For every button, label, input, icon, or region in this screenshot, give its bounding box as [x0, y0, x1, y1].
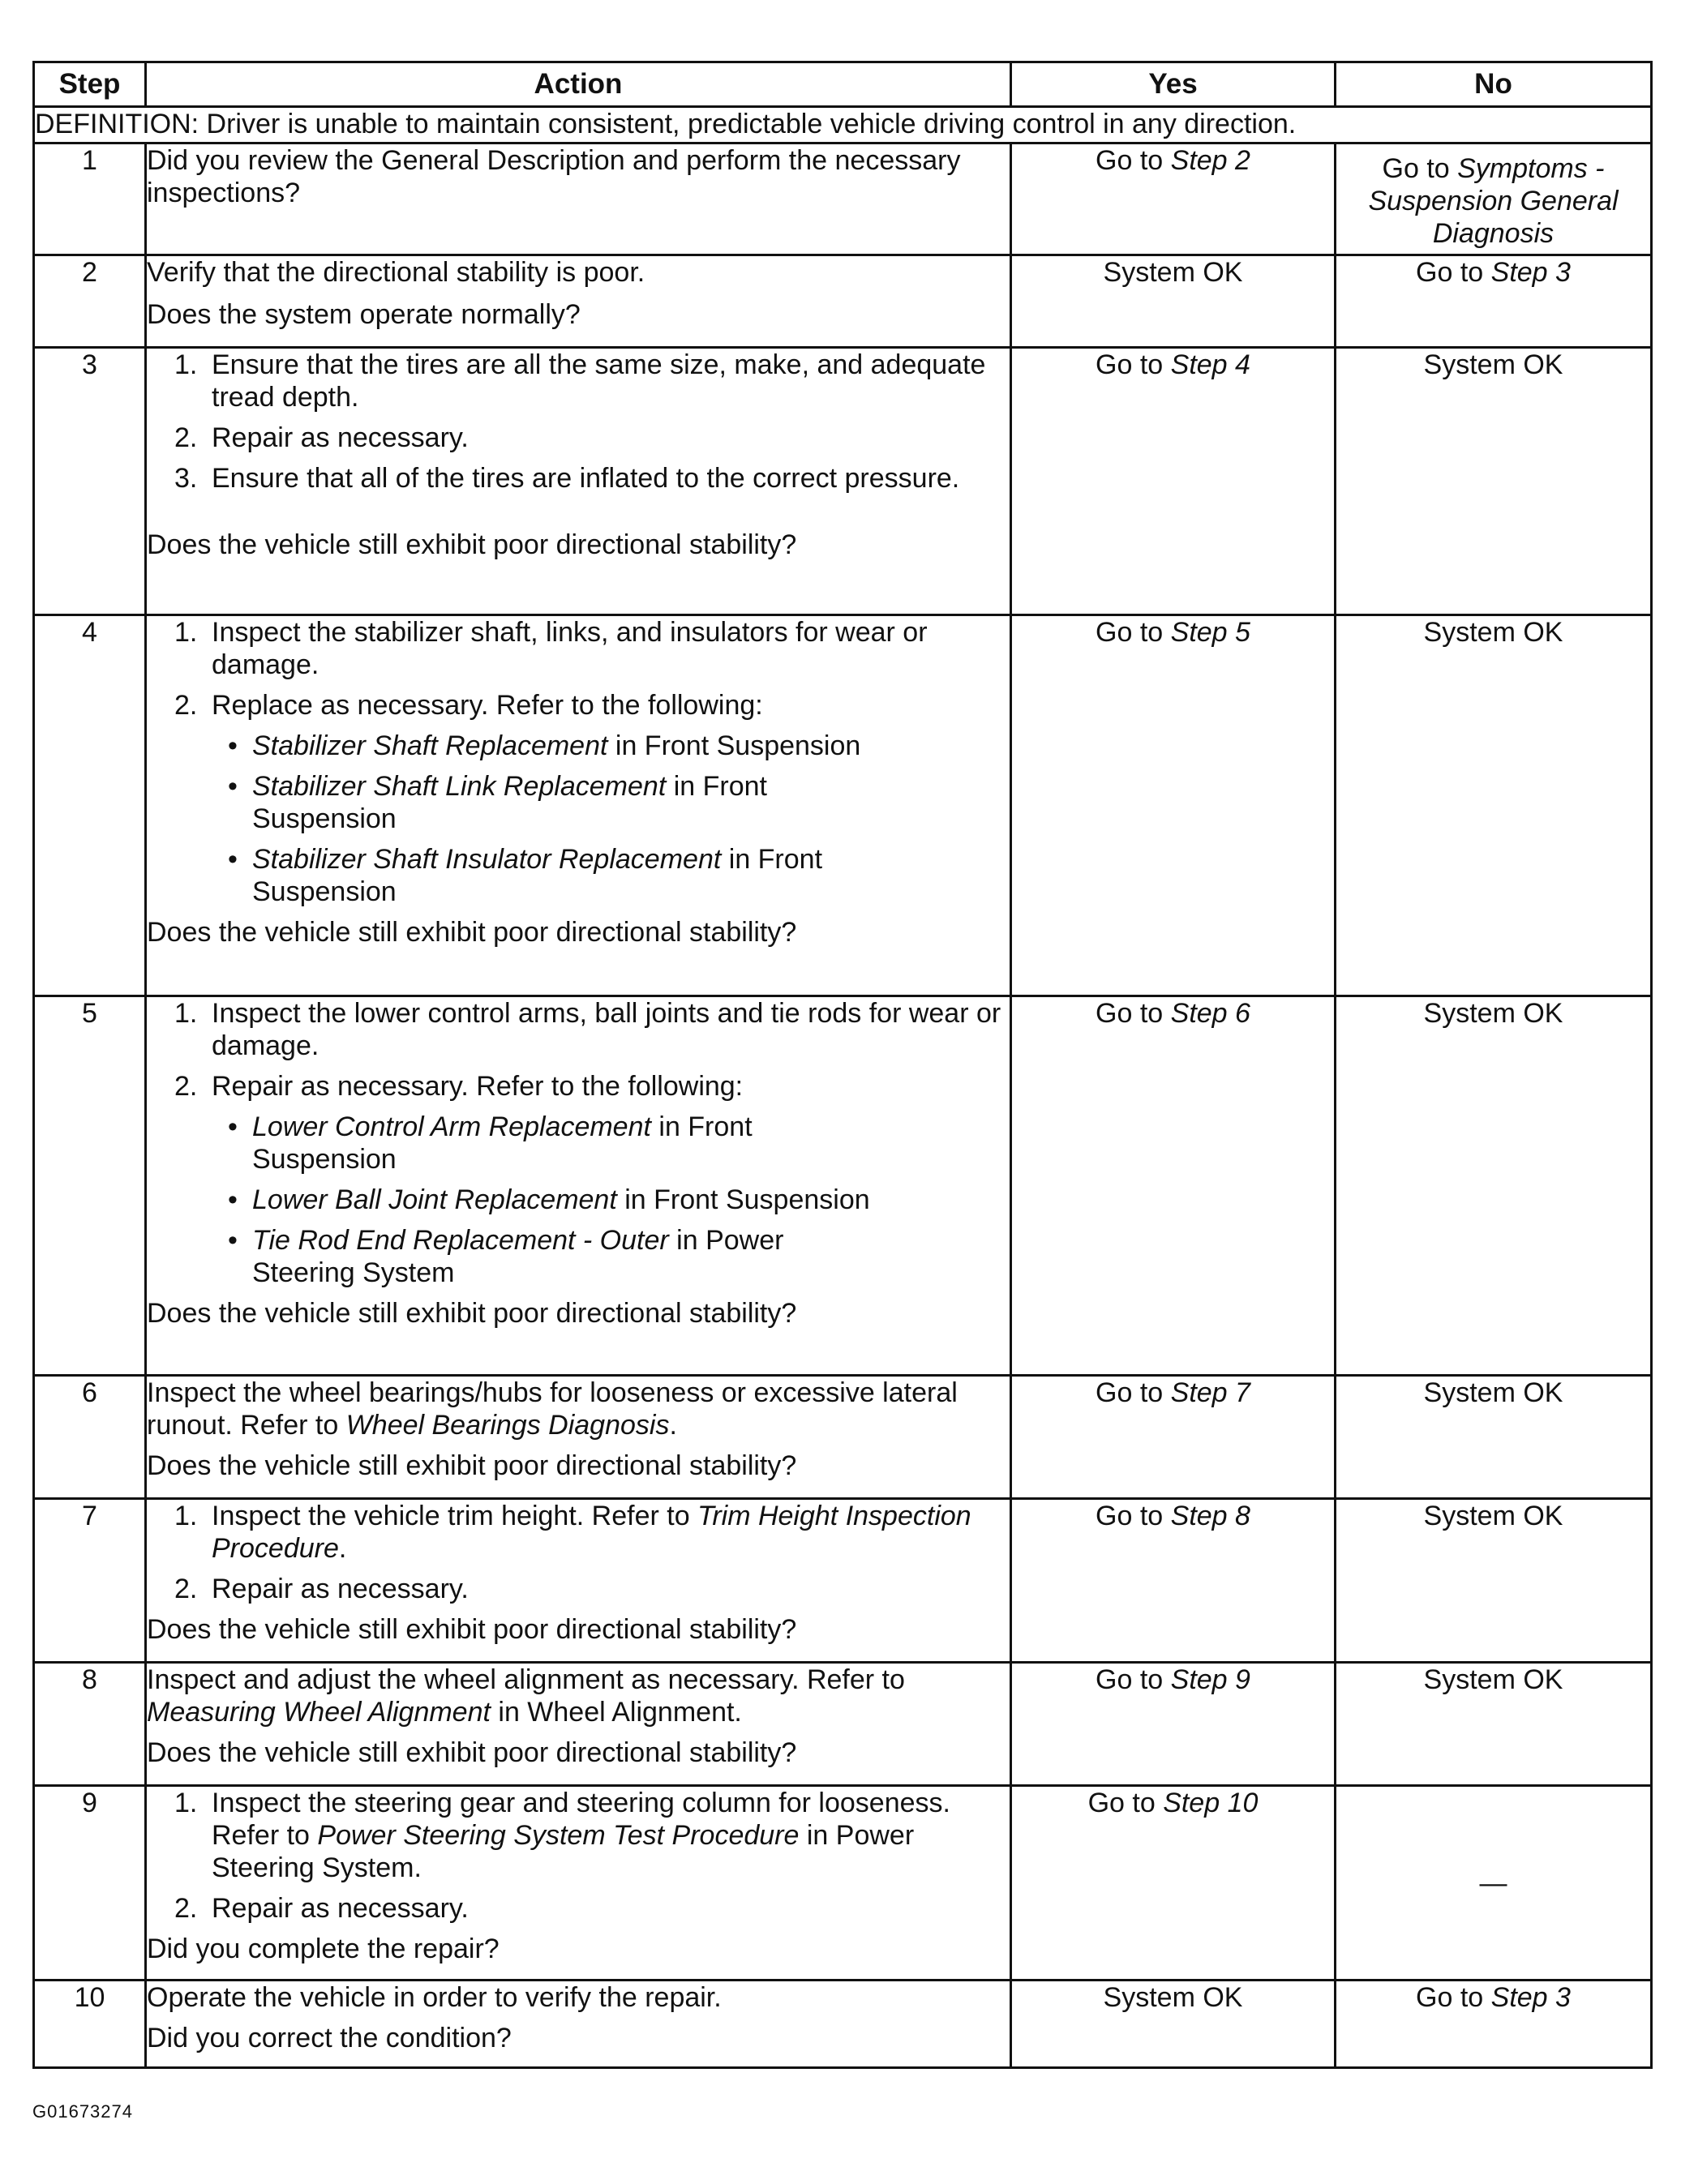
header-row: [34, 62, 1652, 107]
procedure-text-end: in Power Steering System.: [212, 1820, 915, 1883]
step-number: 9: [34, 1786, 146, 1981]
yes-prefix: Go to: [1096, 1377, 1171, 1408]
action-question: Does the vehicle still exhibit poor directional stability?: [147, 529, 797, 560]
table-row: [34, 1663, 1652, 1786]
action-cell: [146, 143, 1011, 255]
reference-location: in Front Suspension: [607, 730, 861, 761]
procedure-text: Repair as necessary.: [212, 422, 469, 453]
item-number: 2.: [174, 1574, 198, 1604]
no-step-link[interactable]: Step 3: [1490, 257, 1571, 288]
step-number: 4: [34, 615, 146, 996]
yes-cell: [1011, 1786, 1336, 1981]
procedure-text: Repair as necessary.: [212, 1574, 469, 1604]
action-text-main: Inspect and adjust the wheel alignment as necessary. Refer to: [147, 1664, 905, 1695]
yes-cell: [1011, 615, 1336, 996]
action-text: [147, 1664, 1010, 1728]
yes-prefix: Go to: [1096, 1664, 1171, 1695]
item-number: 2.: [174, 1893, 198, 1924]
item-number: 1.: [174, 998, 198, 1029]
reference-item: [212, 770, 1010, 835]
reference-location: in Power Steering System: [252, 1225, 784, 1288]
no-step-link[interactable]: Step 3: [1490, 1982, 1571, 2013]
reference-location: in Front Suspension: [616, 1184, 870, 1215]
procedure-item: [147, 422, 1010, 454]
action-text: Operate the vehicle in order to verify the repair.: [147, 1982, 722, 2013]
action-cell: [146, 615, 1011, 996]
action-question: Did you correct the condition?: [147, 2023, 512, 2053]
no-cell: [1336, 1981, 1652, 2068]
procedure-item: [147, 1892, 1010, 1925]
no-prefix: Go to: [1382, 153, 1458, 184]
action-question: Did you complete the repair?: [147, 1933, 500, 1964]
reference-link[interactable]: Stabilizer Shaft Insulator Replacement: [252, 844, 722, 875]
action-text: Did you review the General Description and perform the necessary inspections?: [147, 145, 961, 208]
yes-step-link[interactable]: Step 5: [1170, 617, 1250, 648]
header-step: Step: [34, 62, 146, 107]
step-number: 1: [34, 143, 146, 255]
no-cell: System OK: [1336, 348, 1652, 615]
item-number: 1.: [174, 1501, 198, 1531]
reference-link[interactable]: Tie Rod End Replacement - Outer: [252, 1225, 669, 1256]
procedure-text: Ensure that the tires are all the same size, make, and adequate tread depth.: [212, 349, 986, 413]
item-number: 3.: [174, 463, 198, 494]
step-number: 10: [34, 1981, 146, 2068]
item-number: 2.: [174, 690, 198, 721]
action-cell: [146, 1981, 1011, 2068]
reference-link[interactable]: Measuring Wheel Alignment: [147, 1697, 491, 1728]
action-cell: [146, 1499, 1011, 1663]
yes-cell: [1011, 143, 1336, 255]
action-cell: [146, 1663, 1011, 1786]
action-question: Does the vehicle still exhibit poor directional stability?: [147, 1450, 797, 1481]
procedure-item: [147, 616, 1010, 681]
action-question: Does the vehicle still exhibit poor directional stability?: [147, 1614, 797, 1645]
reference-location: in Front Suspension: [252, 771, 767, 834]
reference-link[interactable]: Wheel Bearings Diagnosis: [345, 1410, 670, 1441]
reference-list: [212, 1111, 1010, 1289]
yes-prefix: Go to: [1096, 617, 1171, 648]
table-row: [34, 255, 1652, 348]
table-row: [34, 1786, 1652, 1981]
table-row: [34, 996, 1652, 1376]
no-cell: System OK: [1336, 1663, 1652, 1786]
item-number: 1.: [174, 1788, 198, 1818]
action-text-end: .: [669, 1410, 677, 1441]
procedure-item: [147, 1500, 1010, 1565]
action-question: Does the system operate normally?: [147, 299, 581, 330]
item-number: 1.: [174, 617, 198, 648]
reference-item: [212, 730, 1010, 762]
action-cell: [146, 996, 1011, 1376]
diagnostic-table: [32, 61, 1653, 2069]
procedure-list: [147, 1787, 1010, 1925]
procedure-text: Repair as necessary. Refer to the following:: [212, 1071, 744, 1102]
yes-cell: [1011, 348, 1336, 615]
table-row: [34, 348, 1652, 615]
procedure-item: [147, 997, 1010, 1062]
no-cell: System OK: [1336, 1499, 1652, 1663]
figure-code: G01673274: [32, 2101, 133, 2122]
table-row: [34, 615, 1652, 996]
action-text-end: in Wheel Alignment.: [490, 1697, 742, 1728]
no-prefix: Go to: [1416, 257, 1491, 288]
no-cell: —: [1336, 1786, 1652, 1981]
procedure-text: Inspect the steering gear and steering column for looseness. Refer to: [212, 1788, 950, 1851]
procedure-list: [147, 616, 1010, 908]
procedure-item: [147, 689, 1010, 908]
no-cell: System OK: [1336, 615, 1652, 996]
yes-cell: [1011, 1663, 1336, 1786]
step-number: 8: [34, 1663, 146, 1786]
yes-step-link[interactable]: Step 10: [1163, 1788, 1259, 1818]
bullet-icon: •: [228, 1184, 238, 1215]
no-cell: [1336, 143, 1652, 255]
step-number: 3: [34, 348, 146, 615]
action-text: Verify that the directional stability is poor.: [147, 257, 645, 288]
reference-item: [212, 1111, 1010, 1176]
action-question: Does the vehicle still exhibit poor directional stability?: [147, 1737, 797, 1768]
yes-prefix: Go to: [1096, 145, 1171, 176]
reference-location: in Front Suspension: [252, 1111, 753, 1175]
definition-text: DEFINITION: Driver is unable to maintain consistent, predictable vehicle driving control in any direction.: [34, 107, 1652, 143]
procedure-text: Ensure that all of the tires are inflated to the correct pressure.: [212, 463, 960, 494]
procedure-item: [147, 1787, 1010, 1884]
table-row: [34, 1376, 1652, 1499]
procedure-item: [147, 1573, 1010, 1605]
yes-cell: System OK: [1011, 255, 1336, 348]
yes-cell: [1011, 996, 1336, 1376]
no-cell: System OK: [1336, 996, 1652, 1376]
reference-link[interactable]: Stabilizer Shaft Replacement: [252, 730, 608, 761]
yes-step-link[interactable]: Step 4: [1170, 349, 1250, 380]
yes-step-link[interactable]: Step 2: [1170, 145, 1250, 176]
action-text: [147, 1377, 1010, 1441]
procedure-text: Inspect the stabilizer shaft, links, and insulators for wear or damage.: [212, 617, 928, 680]
action-question: Does the vehicle still exhibit poor directional stability?: [147, 917, 797, 948]
reference-link[interactable]: Lower Control Arm Replacement: [252, 1111, 651, 1142]
procedure-list: [147, 1500, 1010, 1605]
bullet-icon: •: [228, 1111, 238, 1142]
yes-step-link[interactable]: Step 7: [1170, 1377, 1250, 1408]
action-cell: [146, 348, 1011, 615]
yes-prefix: Go to: [1096, 998, 1171, 1029]
table-row: [34, 1499, 1652, 1663]
reference-link[interactable]: Lower Ball Joint Replacement: [252, 1184, 617, 1215]
yes-prefix: Go to: [1096, 349, 1171, 380]
yes-prefix: Go to: [1096, 1501, 1171, 1531]
table-row: [34, 143, 1652, 255]
item-number: 2.: [174, 422, 198, 453]
no-cell: System OK: [1336, 1376, 1652, 1499]
action-cell: [146, 255, 1011, 348]
no-prefix: Go to: [1416, 1982, 1491, 2013]
reference-item: [212, 1184, 1010, 1216]
procedure-item: [147, 349, 1010, 413]
procedure-list: [147, 349, 1010, 495]
action-cell: [146, 1376, 1011, 1499]
procedure-text: Replace as necessary. Refer to the following:: [212, 690, 763, 721]
bullet-icon: •: [228, 1225, 238, 1256]
item-number: 1.: [174, 349, 198, 380]
yes-step-link[interactable]: Step 8: [1170, 1501, 1250, 1531]
step-number: 6: [34, 1376, 146, 1499]
reference-link[interactable]: Trim Height Inspection Procedure: [212, 1501, 971, 1564]
reference-item: [212, 843, 1010, 908]
no-cell: [1336, 255, 1652, 348]
action-text-main: Inspect the wheel bearings/hubs for looseness or excessive lateral runout. Refer to: [147, 1377, 958, 1441]
step-number: 5: [34, 996, 146, 1376]
procedure-text: Inspect the vehicle trim height. Refer to: [212, 1501, 698, 1531]
reference-link[interactable]: Stabilizer Shaft Link Replacement: [252, 771, 667, 802]
reference-link[interactable]: Power Steering System Test Procedure: [317, 1820, 800, 1851]
action-question: Does the vehicle still exhibit poor directional stability?: [147, 1298, 797, 1329]
no-symptoms-link[interactable]: Symptoms - Suspension General Diagnosis: [1368, 153, 1619, 249]
step-number: 7: [34, 1499, 146, 1663]
yes-prefix: Go to: [1087, 1788, 1164, 1818]
procedure-item: [147, 1070, 1010, 1289]
step-number: 2: [34, 255, 146, 348]
reference-list: [212, 730, 1010, 908]
header-action: Action: [146, 62, 1011, 107]
bullet-icon: •: [228, 730, 238, 761]
bullet-icon: •: [228, 844, 238, 875]
header-yes: Yes: [1011, 62, 1336, 107]
reference-location: in Front Suspension: [252, 844, 823, 907]
bullet-icon: •: [228, 771, 238, 802]
reference-item: [212, 1224, 1010, 1289]
yes-cell: [1011, 1376, 1336, 1499]
procedure-text: Repair as necessary.: [212, 1893, 469, 1924]
header-no: No: [1336, 62, 1652, 107]
yes-step-link[interactable]: Step 9: [1170, 1664, 1250, 1695]
definition-row: [34, 107, 1652, 143]
action-cell: [146, 1786, 1011, 1981]
procedure-text: Inspect the lower control arms, ball joints and tie rods for wear or damage.: [212, 998, 1001, 1061]
table-row: [34, 1981, 1652, 2068]
yes-cell: [1011, 1499, 1336, 1663]
procedure-list: [147, 997, 1010, 1289]
item-number: 2.: [174, 1071, 198, 1102]
yes-step-link[interactable]: Step 6: [1170, 998, 1250, 1029]
yes-cell: System OK: [1011, 1981, 1336, 2068]
procedure-text-end: .: [338, 1533, 347, 1564]
procedure-item: [147, 462, 1010, 495]
